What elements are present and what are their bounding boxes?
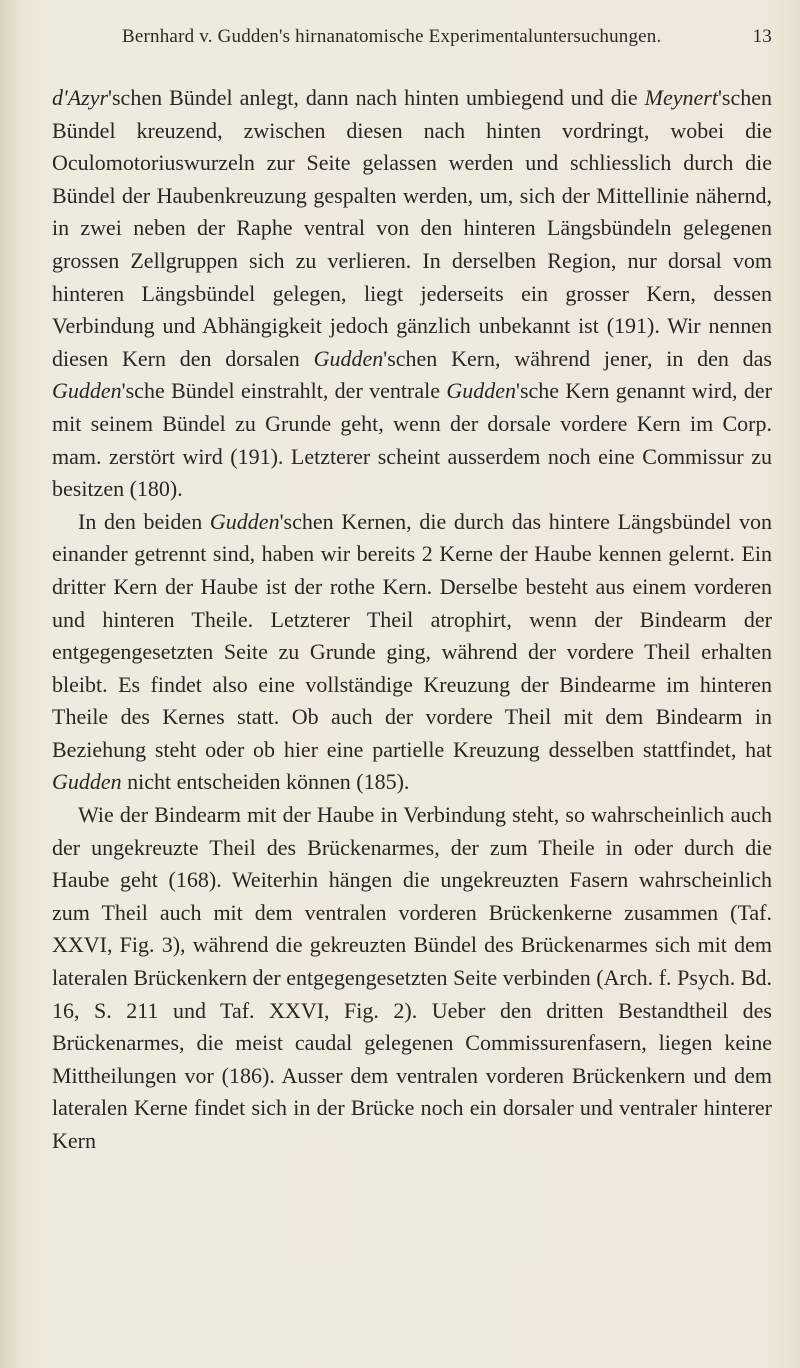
text-run: In den beiden: [78, 508, 210, 534]
paragraph-1: [52, 82, 772, 506]
text-run: 'schen Bündel kreuzend, zwischen diesen nach hinten vordringt, wobei die Oculomotoriuswurzeln zur Seite gelassen werden und schliesslich durch die Bündel der Haubenkreuzung gespalten werden, um, sich der Mittellinie nähernd, in zwei neben der Raphe ventral von den hinteren Längsbündeln gelegenen grossen Zellgruppen sich zu verlieren. In derselben Region, nur dorsal vom hinteren Längsbündel gelegen, liegt jederseits ein grosser Kern, dessen Verbindung und Abhängigkeit jedoch gänzlich unbekannt ist (191). Wir nennen diesen Kern den dorsalen: [52, 85, 772, 371]
italic-name: Gudden: [446, 378, 516, 404]
body-text: [52, 82, 772, 1158]
italic-name: Meynert: [644, 85, 718, 110]
italic-name: Gudden: [313, 345, 384, 371]
running-head: [62, 26, 772, 48]
text-run: 'sche Bündel einstrahlt, der ventrale: [121, 378, 447, 404]
text-run: 'sche Kern genannt wird, der mit seinem Bündel zu Grunde geht, wenn der dorsale vordere Kern im Corp. mam. zerstört wird (191). Letzterer scheint ausserdem noch eine Commissur zu besitzen (180).: [52, 378, 772, 502]
text-run: nicht entscheiden können (185).: [121, 769, 410, 795]
text-run: Wie der Bindearm mit der Haube in Verbindung steht, so wahrscheinlich auch der ungekreuzte Theil des Brückenarmes, der zum Theile in oder durch die Haube geht (168). Weiterhin hängen die ungekreuzten Fasern wahrscheinlich zum Theil auch mit dem ventralen vorderen Brückenkerne zusammen (Taf. XXVI, Fig. 3), während die gekreuzten Bündel des Brückenarmes sich mit dem lateralen Brückenkern der entgegengesetzten Seite verbinden (Arch. f. Psych. Bd. 16, S. 211 und Taf. XXVI, Fig. 2). Ueber den dritten Bestandtheil des Brückenarmes, die meist caudal gelegenen Commissurenfasern, liegen keine Mittheilungen vor (186). Ausser dem ventralen vorderen Brückenkern und dem lateralen Kerne findet sich in der Brücke noch ein dorsaler und ventraler hinterer Kern: [52, 802, 772, 1153]
text-run: 'schen Kernen, die durch das hintere Längsbündel von einander getrennt sind, haben wir bereits 2 Kerne der Haube kennen gelernt. Ein dritter Kern der Haube ist der rothe Kern. Derselbe besteht aus einem vorderen und hinteren Theile. Letzterer Theil atrophirt, wenn der Bindearm der entgegengesetzten Seite zu Grunde ging, während der vordere Theil erhalten bleibt. Es findet also eine vollständige Kreuzung der Bindearme im hinteren Theile des Kernes statt. Ob auch der vordere Theil mit dem Bindearm in Beziehung steht oder ob hier eine partielle Kreuzung desselben stattfindet, hat: [52, 508, 772, 762]
italic-name: Gudden: [209, 508, 280, 534]
page-number: 13: [752, 26, 772, 47]
paragraph-3: [52, 799, 772, 1158]
paragraph-2: [52, 506, 772, 799]
italic-name: Gudden: [52, 769, 122, 795]
italic-name: d'Azyr: [52, 85, 109, 110]
running-head-title: Bernhard v. Gudden's hirnanatomische Experimentaluntersuchungen.: [122, 26, 662, 47]
italic-name: Gudden: [52, 378, 122, 404]
text-run: 'schen Kern, während jener, in den das: [383, 345, 772, 371]
text-run: 'schen Bündel anlegt, dann nach hinten umbiegend und die: [108, 85, 645, 110]
